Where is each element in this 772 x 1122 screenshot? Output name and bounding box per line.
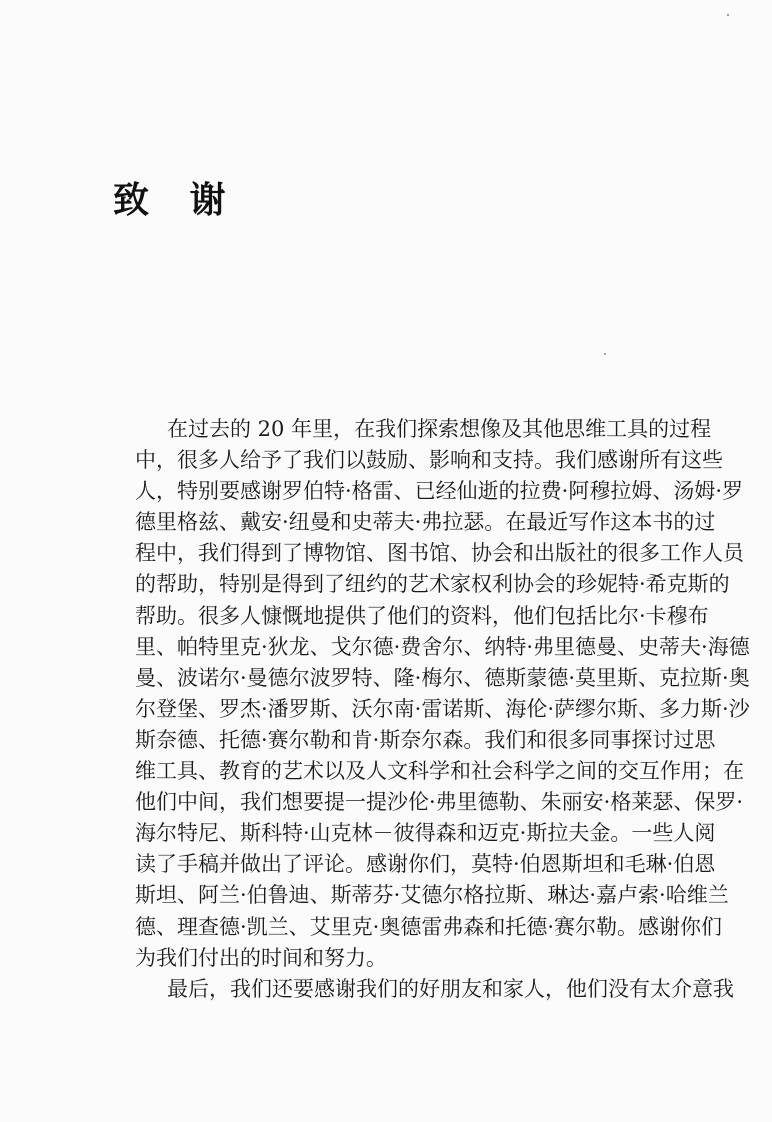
text-line: 尔登堡、罗杰·潘罗斯、沃尔南·雷诺斯、海伦·萨缪尔斯、多力斯·沙 <box>135 696 750 721</box>
text-line: 帮助。很多人慷慨地提供了他们的资料，他们包括比尔·卡穆布 <box>135 603 709 628</box>
text-line: 中，很多人给予了我们以鼓励、影响和支持。我们感谢所有这些 <box>135 448 723 473</box>
text-line: 为我们付出的时间和努力。 <box>135 945 387 970</box>
text-line: 斯坦、阿兰·伯鲁迪、斯蒂芬·艾德尔格拉斯、琳达·嘉卢索·哈维兰 <box>135 883 729 908</box>
text-line: 读了手稿并做出了评论。感谢你们，莫特·伯恩斯坦和毛琳·伯恩 <box>135 852 716 877</box>
text-line: 曼、波诺尔·曼德尔波罗特、隆·梅尔、德斯蒙德·莫里斯、克拉斯·奥 <box>135 665 750 690</box>
text-line: 德、理查德·凯兰、艾里克·奥德雷弗森和托德·赛尔勒。感谢你们 <box>135 914 723 939</box>
scan-speck <box>727 14 729 16</box>
text-line: 人，特别要感谢罗伯特·格雷、已经仙逝的拉费·阿穆拉姆、汤姆·罗 <box>135 479 744 504</box>
text-line: 维工具、教育的艺术以及人文科学和社会科学之间的交互作用；在 <box>135 759 744 784</box>
text-line: 海尔特尼、斯科特·山克林－彼得森和迈克·斯拉夫金。一些人阅 <box>135 821 716 846</box>
text-line: 在过去的 20 年里，在我们探索想像及其他思维工具的过程 <box>167 417 712 441</box>
acknowledgements-body <box>135 414 750 1005</box>
text-line: 斯奈德、托德·赛尔勒和肯·斯奈尔森。我们和很多同事探讨过思 <box>135 727 716 752</box>
text-line: 德里格兹、戴安·纽曼和史蒂夫·弗拉瑟。在最近写作这本书的过 <box>135 510 716 535</box>
text-line: 的帮助，特别是得到了纽约的艺术家权利协会的珍妮特·希克斯的 <box>135 572 730 597</box>
text-line: 程中，我们得到了博物馆、图书馆、协会和出版社的很多工作人员 <box>135 541 744 566</box>
page-title: 致 谢 <box>113 179 240 221</box>
scan-speck <box>604 353 606 355</box>
text-line: 他们中间，我们想要提一提沙伦·弗里德勒、朱丽安·格莱瑟、保罗· <box>135 790 744 815</box>
text-line: 最后，我们还要感谢我们的好朋友和家人，他们没有太介意我 <box>167 976 734 1001</box>
text-line: 里、帕特里克·狄龙、戈尔德·费舍尔、纳特·弗里德曼、史蒂夫·海德 <box>135 634 750 659</box>
